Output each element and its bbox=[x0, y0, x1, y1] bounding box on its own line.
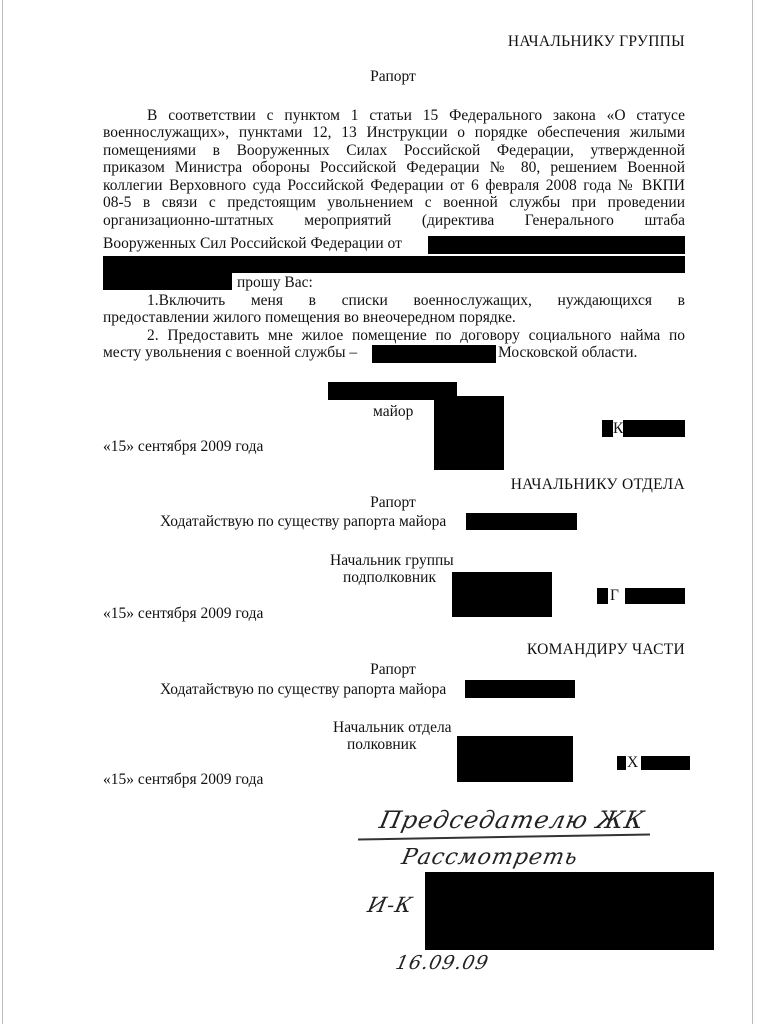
scan-edge bbox=[2, 0, 3, 1024]
handwritten-initials: И-К bbox=[365, 893, 416, 917]
handwritten-underline bbox=[358, 833, 650, 840]
petition-text: Ходатайствую по существу рапорта майора bbox=[160, 681, 447, 698]
rank: майор bbox=[373, 403, 414, 420]
redaction bbox=[602, 420, 613, 437]
redaction bbox=[617, 756, 626, 770]
addressee-header: НАЧАЛЬНИКУ ГРУППЫ bbox=[507, 33, 685, 50]
document-title: Рапорт bbox=[370, 494, 416, 511]
handwritten-date: 16.09.09 bbox=[393, 952, 491, 974]
position: Начальник группы bbox=[330, 552, 454, 569]
body-line: помещениями в Вооруженных Силах Российской Федерации, утвержденной bbox=[103, 142, 685, 159]
signature-letter: Х bbox=[627, 754, 639, 771]
item-line: месту увольнения с военной службы – bbox=[103, 344, 358, 361]
item-line: 2. Предоставить мне жилое помещение по договору социального найма по bbox=[147, 327, 685, 344]
body-line: Вооруженных Сил Российской Федерации от bbox=[103, 235, 402, 252]
redaction bbox=[466, 513, 577, 530]
handwritten-resolution-addressee: Председателю ЖК bbox=[377, 806, 648, 834]
redaction bbox=[428, 236, 685, 254]
redaction bbox=[103, 272, 232, 290]
position: Начальник отдела bbox=[333, 719, 452, 736]
rank: полковник bbox=[347, 736, 417, 753]
handwritten-resolution-text: Рассмотреть bbox=[399, 845, 581, 870]
body-line: В соответствии с пунктом 1 статьи 15 Федерального закона «О статусе bbox=[147, 107, 685, 124]
body-line: организационно-штатных мероприятий (директива Генерального штаба bbox=[103, 212, 685, 229]
body-line: коллегии Верховного суда Российской Федерации от 6 февраля 2008 года № ВКПИ bbox=[103, 177, 685, 194]
signature-letter: Г bbox=[610, 587, 619, 604]
document-title: Рапорт bbox=[370, 661, 416, 678]
signature-letter: К bbox=[613, 420, 624, 437]
item-line-tail: Московской области. bbox=[498, 344, 638, 361]
item-line: 1.Включить меня в списки военнослужащих, нуждающихся в bbox=[147, 292, 685, 309]
redaction bbox=[625, 588, 685, 604]
redaction bbox=[452, 572, 552, 617]
item-line: предоставлении жилого помещения во внеочередном порядке. bbox=[103, 309, 516, 326]
redaction bbox=[372, 345, 496, 363]
date: «15» сентября 2009 года bbox=[103, 605, 264, 622]
request-text: прошу Вас: bbox=[237, 274, 313, 291]
redaction bbox=[434, 396, 504, 470]
redaction bbox=[457, 736, 573, 782]
redaction bbox=[641, 756, 690, 770]
body-line: приказом Министра обороны Российской Федерации № 80, решением Военной bbox=[103, 159, 685, 176]
date: «15» сентября 2009 года bbox=[103, 438, 264, 455]
redaction bbox=[465, 680, 575, 698]
document-title: Рапорт bbox=[370, 68, 416, 85]
redaction bbox=[103, 256, 685, 273]
petition-text: Ходатайствую по существу рапорта майора bbox=[160, 513, 447, 530]
redaction bbox=[597, 588, 608, 604]
redaction bbox=[425, 872, 714, 950]
addressee-header: НАЧАЛЬНИКУ ОТДЕЛА bbox=[510, 476, 685, 493]
addressee-header: КОМАНДИРУ ЧАСТИ bbox=[526, 641, 685, 658]
body-line: военнослужащих», пунктами 12, 13 Инструкции о порядке обеспечения жилыми bbox=[103, 124, 685, 141]
body-line: 08-5 в связи с предстоящим увольнением с военной службы при проведении bbox=[103, 194, 685, 211]
date: «15» сентября 2009 года bbox=[103, 771, 264, 788]
redaction bbox=[623, 420, 685, 437]
rank: подполковник bbox=[343, 569, 436, 586]
scan-edge bbox=[752, 0, 753, 1024]
